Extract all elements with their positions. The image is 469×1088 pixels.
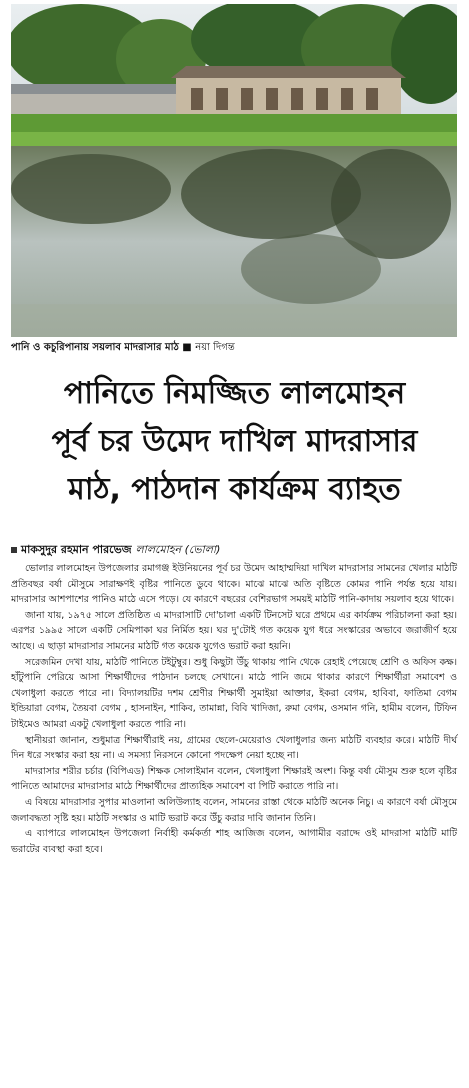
bullet-square-icon xyxy=(11,547,17,553)
caption-source: নয়া দিগন্ত xyxy=(195,342,235,353)
paragraph: এ ব্যাপারে লালমোহন উপজেলা নির্বাহী কর্মকর্তা শাহ আজিজ বলেন, আগামীর বরাদ্দে ওই মাদরাসা মাঠটি মাটি ভরাটের ব্যবস্থা করা হবে। xyxy=(11,828,457,855)
paragraph: সরেজমিন দেখা যায়, মাঠটি পানিতে টইটুম্বুর। শুধু কিছুটা উঁচু থাকায় পানি থেকে রেহাই পেয়েছে শ্রেণি ও অফিস কক্ষ। হাঁটুপানি পেরিয়ে আসা শিক্ষার্থীদের পাঠদান চলছে সেখানে। মাঠে পানি জমে থাকার কারণে শিক্ষার্থীরা সমাবেশ ও খেলাধুলা করতে পারে না। বিদ্যালয়টির দশম শ্রেণীর শিক্ষার্থী সুমাইয়া আক্তার, ইকরা বেগম, হাবিবা, ফাতিমা বেগম ইন্ডিয়ারা বেগম, তৈয়বা বেগম , হাসনাইন, শাকিব, তামান্না, বিবি খাদিজা, রুমা বেগম, ওসমান গনি, হামীম বলেন, টিফিন টাইমেও আমরা একটু খেলাধুলা করতে পারি না। xyxy=(11,656,457,730)
headline-line-3: মাঠ, পাঠদান কার্যক্রম ব্যাহত xyxy=(68,472,401,507)
byline-author: মাকসুদুর রহমান পারভেজ xyxy=(21,543,132,556)
news-photo xyxy=(11,4,457,337)
caption-text: পানি ও কচুরিপানায় সয়লাব মাদরাসার মাঠ xyxy=(11,342,179,353)
byline-place: লালমোহন (ভোলা) xyxy=(135,543,221,556)
byline xyxy=(11,543,457,557)
headline-line-2: পূর্ব চর উমেদ দাখিল মাদরাসার xyxy=(51,424,418,459)
article-body xyxy=(11,561,457,857)
flooded-field-photo xyxy=(11,4,457,337)
paragraph: মাদরাসার শরীর চর্চার (বিপিএড) শিক্ষক সোলাইমান বলেন, খেলাধুলা শিক্ষারই অংশ। কিন্তু বর্ষা মৌসুম শুরু হলে বৃষ্টির পানিতে আমাদের মাদরাসার মাঠে শিক্ষার্থীদের প্রাত্যহিক সমাবেশ বা পিটি করাতে পারি না। xyxy=(11,765,457,793)
headline-line-1: পানিতে নিমজ্জিত লালমোহন xyxy=(63,376,406,411)
paragraph: জানা যায়, ১৯৭৫ সালে প্রতিষ্ঠিত এ মাদরাসাটি দো'চালা একটি টিনসেট ঘরে প্রথমে এর কার্যক্রম পরিচালনা করা হয়। এরপর ১৯৯৫ সালে একটি সেমিপাকা ঘর নির্মিত হয়। ঘর দু'টোই গত কয়েক যুগ ধরে সংস্কারের অভাবে জরাজীর্ণ হয়ে আছে। এ ছাড়া মাদরাসার সামনের মাঠটি গত কয়েক যুগেও ভরাট করা হয়নি। xyxy=(11,609,457,652)
paragraph: স্থানীয়রা জানান, শুধুমাত্র শিক্ষার্থীরাই নয়, গ্রামের ছেলে-মেয়েরাও খেলাধুলার জন্য মাঠটি ব্যবহার করে। মাঠটি দীর্ঘ দিন ধরে সংস্কার করা হয় না। এ সমস্যা নিরসনে কোনো পদক্ষেপ নেয়া হচ্ছে না। xyxy=(11,734,457,762)
headline xyxy=(4,370,465,514)
caption-separator: ■ xyxy=(182,342,196,353)
paragraph: এ বিষয়ে মাদরাসার সুপার মাওলানা অলিউল্যাহ বলেন, সামনের রাস্তা থেকে মাঠটি অনেক নিচু। এ কারণে বর্ষা মৌসুমে জলাবদ্ধতা সৃষ্টি হয়। মাঠটি সংস্কার ও মাটি ভরাট করে উঁচু করার দাবি জানান তিনি। xyxy=(11,796,457,824)
photo-caption xyxy=(11,341,457,355)
paragraph: ভোলার লালমোহন উপজেলার রমাগঞ্জ ইউনিয়নের পূর্ব চর উমেদ আহাম্মদিয়া দাখিল মাদরাসার সামনের খেলার মাঠটি প্রতিবছর বর্ষা মৌসুমে সারাক্ষণই বৃষ্টির পানিতে ডুবে থাকে। মাঝে মাঝে অতি বৃষ্টিতে কোমর পানি পর্যন্ত হয়ে যায়। মাদরাসার আশপাশের পানিও মাঠে এসে পড়ে। যে কারণে বছরের বেশিরভাগ সময়ই মাঠটি পানি-কাদায় সয়লাব হয়ে থাকে। xyxy=(11,563,457,606)
